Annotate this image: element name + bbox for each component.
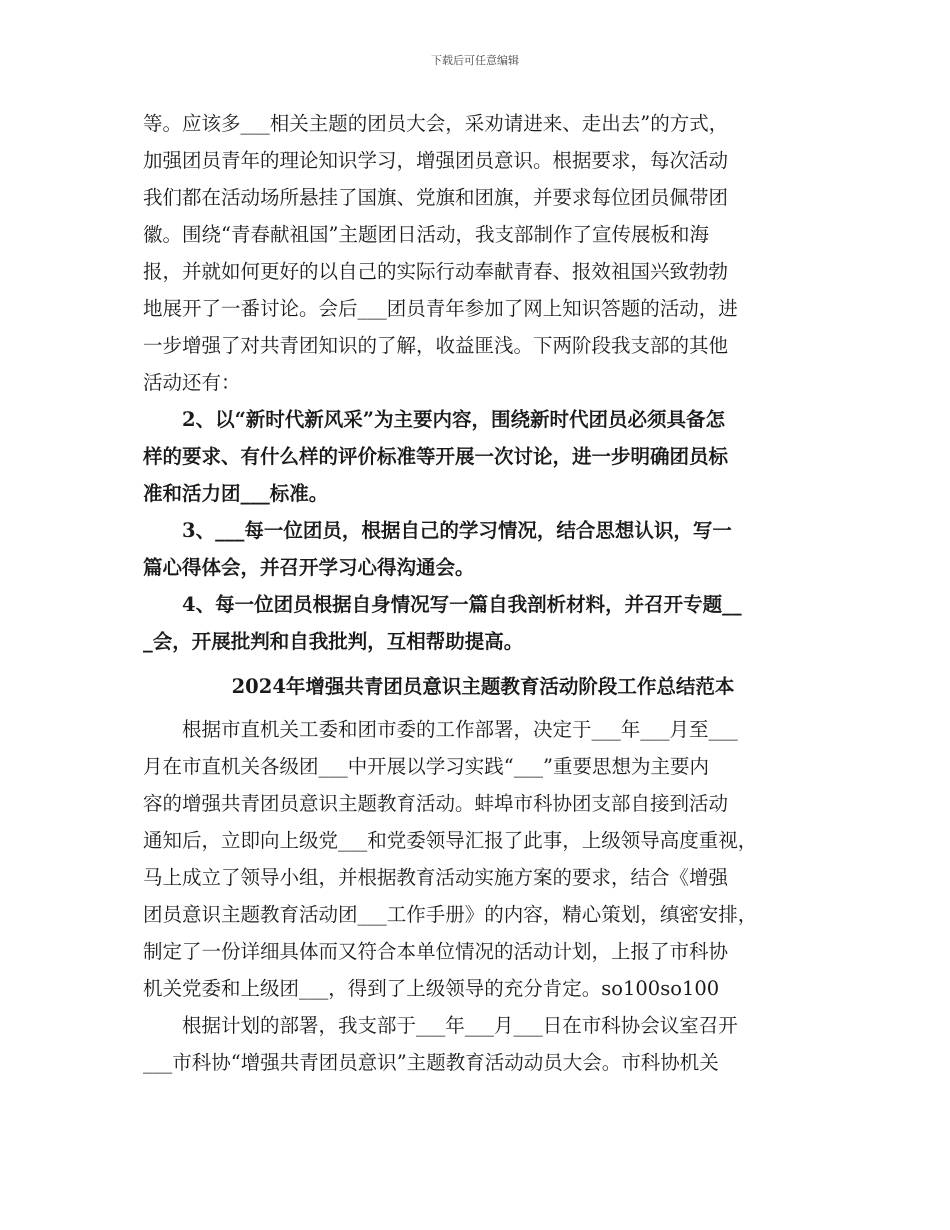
paragraph-line: 容的增强共青团员意识主题教育活动。蚌埠市科协团支部自接到活动 [143, 792, 729, 815]
paragraph-line: 通知后，立即向上级党___和党委领导汇报了此事，上级领导高度重视， [143, 829, 758, 852]
paragraph-line: 马上成立了领导小组，并根据教育活动实施方案的要求，结合《增强 [143, 866, 729, 889]
text-line: 等。应该多___相关主题的团员大会，采劝请进来、走出去”的方式， [143, 112, 729, 135]
list-item-4-line: _会，开展批判和自我批判，互相帮助提高。 [143, 630, 524, 653]
paragraph-line: 根据计划的部署，我支部于___年___月___日在市科协会议室召开 [182, 1014, 738, 1037]
text-line: 活动还有： [143, 371, 241, 394]
list-item-3-line: 篇心得体会，并召开学习心得沟通会。 [143, 556, 475, 579]
paragraph-line: 月在市直机关各级团___中开展以学习实践“___”重要思想为主要内 [143, 755, 709, 778]
section-title: 2024年增强共青团员意识主题教育活动阶段工作总结范本 [231, 675, 735, 698]
document-body [143, 105, 823, 1081]
paragraph-line: 团员意识主题教育活动团___工作手册》的内容，精心策划，缜密安排， [143, 903, 758, 926]
page-header: 下载后可任意编辑 [431, 54, 519, 67]
paragraph-line: 机关党委和上级团___，得到了上级领导的充分肯定。so100so100 [143, 977, 720, 1000]
list-item-2-line: 2、以“新时代新风采”为主要内容，围绕新时代团员必须具备怎 [182, 408, 726, 431]
text-line: 徽。围绕“青春献祖国”主题团日活动，我支部制作了宣传展板和海 [143, 223, 709, 246]
text-line: 报，并就如何更好的以自己的实际行动奉献青春、报效祖国兴致勃勃 [143, 260, 729, 283]
text-line: 我们都在活动场所悬挂了国旗、党旗和团旗，并要求每位团员佩带团 [143, 186, 729, 209]
text-line: 加强团员青年的理论知识学习，增强团员意识。根据要求，每次活动 [143, 149, 729, 172]
paragraph-line: ___市科协“增强共青团员意识”主题教育活动动员大会。市科协机关 [143, 1051, 719, 1074]
paragraph-line: 根据市直机关工委和团市委的工作部署，决定于___年___月至___ [182, 718, 738, 741]
list-item-2-line: 准和活力团___标准。 [143, 482, 329, 505]
list-item-4-line: 4、每一位团员根据自身情况写一篇自我剖析材料，并召开专题__ [182, 593, 742, 616]
text-line: 一步增强了对共青团知识的了解，收益匪浅。下两阶段我支部的其他 [143, 334, 729, 357]
list-item-3-line: 3、___每一位团员，根据自己的学习情况，结合思想认识，写一 [182, 519, 732, 542]
text-line: 地展开了一番讨论。会后___团员青年参加了网上知识答题的活动，进 [143, 297, 738, 320]
list-item-2-line: 样的要求、有什么样的评价标准等开展一次讨论，进一步明确团员标 [143, 445, 729, 468]
paragraph-line: 制定了一份详细具体而又符合本单位情况的活动计划，上报了市科协 [143, 940, 729, 963]
